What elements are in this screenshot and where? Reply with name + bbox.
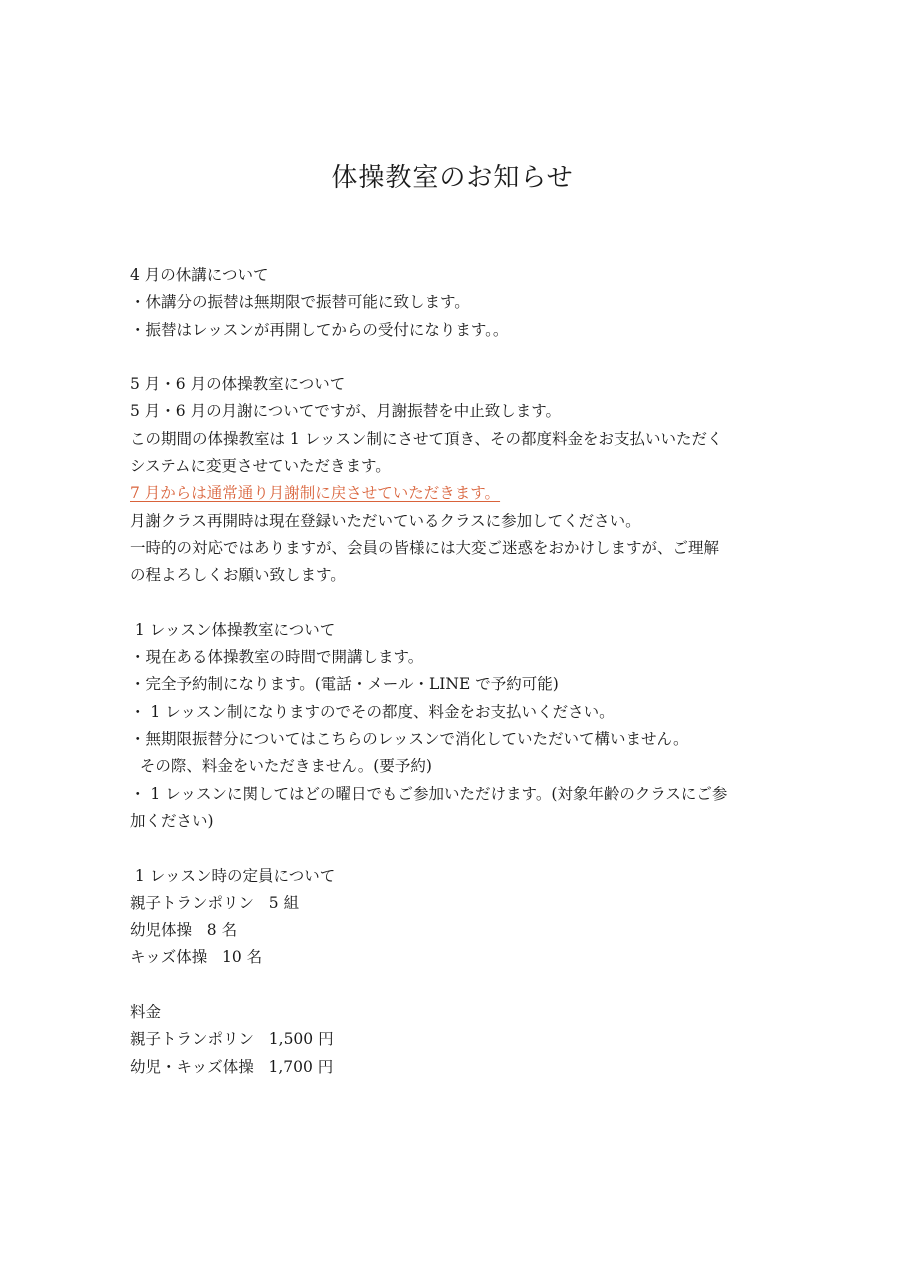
document-body (130, 262, 790, 1081)
list-item: ・現在ある体操教室の時間で開講します。 (130, 648, 424, 667)
fee-row: 親子トランポリン 1,500 円 (130, 1030, 334, 1049)
section-heading: 1 レッスン体操教室について (130, 620, 336, 639)
list-item: ・ 1 レッスンに関してはどの曜日でもご参加いただけます。(対象年齢のクラスにご参 (130, 784, 728, 803)
spacer (130, 835, 790, 862)
section-heading: 1 レッスン時の定員について (130, 866, 336, 885)
paragraph-line: システムに変更させていただきます。 (130, 457, 391, 476)
section-heading: 5 月・6 月の体操教室について (130, 375, 346, 394)
paragraph-line: 一時的の対応ではありますが、会員の皆様には大変ご迷惑をおかけしますが、ご理解 (130, 538, 720, 557)
page-title: 体操教室のお知らせ (331, 163, 574, 193)
april-closure-section (130, 262, 790, 344)
list-item: ・無期限振替分についてはこちらのレッスンで消化していただいて構いません。 (130, 730, 689, 749)
fee-row: 幼児・キッズ体操 1,700 円 (130, 1057, 334, 1076)
list-item: その際、料金をいただきません。(要予約) (130, 757, 432, 776)
list-item: ・完全予約制になります。(電話・メール・LINE で予約可能) (130, 675, 559, 694)
section-heading: 料金 (130, 1003, 162, 1022)
single-lesson-section (130, 617, 790, 835)
capacity-row: キッズ体操 10 名 (130, 948, 263, 967)
capacity-row: 幼児体操 8 名 (130, 921, 238, 940)
capacity-section (130, 863, 790, 972)
highlighted-notice-line (130, 480, 790, 507)
may-june-section (130, 371, 790, 589)
list-item: ・ 1 レッスン制になりますのでその都度、料金をお支払いください。 (130, 702, 615, 721)
capacity-row: 親子トランポリン 5 組 (130, 893, 300, 912)
paragraph-line: 5 月・6 月の月謝についてですが、月謝振替を中止致します。 (130, 402, 562, 421)
section-heading: 4 月の休講について (130, 266, 269, 284)
paragraph-line: の程よろしくお願い致します。 (130, 566, 346, 585)
list-item: ・振替はレッスンが再開してからの受付になります。。 (130, 320, 509, 339)
list-item: 加ください) (130, 811, 214, 830)
spacer (130, 590, 790, 617)
highlighted-notice: 7 月からは通常通り月謝制に戻させていただきます。 (130, 484, 501, 503)
spacer (130, 344, 790, 371)
list-item: ・休講分の振替は無期限で振替可能に致します。 (130, 293, 470, 312)
paragraph-line: この期間の体操教室は 1 レッスン制にさせて頂き、その都度料金をお支払いいただく (130, 429, 723, 448)
spacer (130, 972, 790, 999)
paragraph-line: 月謝クラス再開時は現在登録いただいているクラスに参加してください。 (130, 511, 641, 530)
fees-section (130, 999, 790, 1081)
